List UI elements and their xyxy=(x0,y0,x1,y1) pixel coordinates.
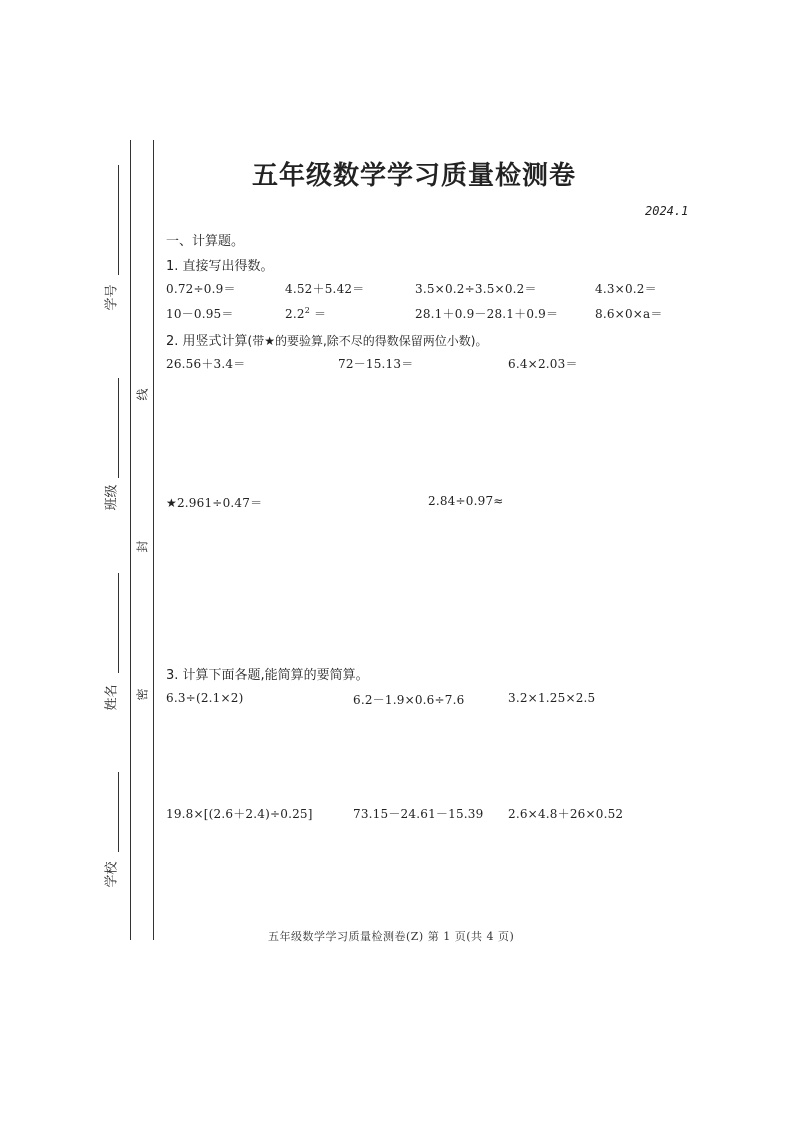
q1-item: 8.6×0×a＝ xyxy=(595,307,663,321)
school-blank xyxy=(118,772,119,852)
q3-item: 19.8×[(2.6＋2.4)÷0.25] xyxy=(166,807,313,821)
class-blank xyxy=(118,378,119,478)
q1-item-power: $2.2^2$ ＝ xyxy=(285,306,327,321)
power-base: 2.2 xyxy=(285,307,305,321)
q2-item: 26.56＋3.4＝ xyxy=(166,357,246,371)
q1-item: 4.52＋5.42＝ xyxy=(285,282,365,296)
seal-char-line: 线 xyxy=(135,388,150,401)
q3-heading: 3. 计算下面各题,能简算的要简算。 xyxy=(166,668,369,683)
q3-item: 3.2×1.25×2.5 xyxy=(508,691,596,705)
class-label: 班级 xyxy=(104,484,120,511)
q2-heading xyxy=(166,330,487,349)
q1-heading: 1. 直接写出得数。 xyxy=(166,259,274,274)
q1-item: 3.5×0.2÷3.5×0.2＝ xyxy=(415,282,537,296)
q3-item: 6.2－1.9×0.6÷7.6 xyxy=(353,693,465,707)
q1-item: 28.1＋0.9－28.1＋0.9＝ xyxy=(415,307,559,321)
q3-item: 2.6×4.8＋26×0.52 xyxy=(508,807,624,821)
binding-line-outer xyxy=(130,140,131,940)
name-label: 姓名 xyxy=(104,684,120,711)
binding-line-inner xyxy=(153,140,154,940)
q2-item: ★2.961÷0.47＝ xyxy=(166,496,263,510)
section-heading: 一、计算题。 xyxy=(166,234,245,249)
q1-item: 4.3×0.2＝ xyxy=(595,282,657,296)
q2-item: 72－15.13＝ xyxy=(338,357,414,371)
seal-char-secret: 密 xyxy=(135,688,150,701)
seal-char-seal: 封 xyxy=(135,540,150,553)
q1-item: 10－0.95＝ xyxy=(166,307,234,321)
exam-date: 2024.1 xyxy=(645,204,689,218)
q3-item: 73.15－24.61－15.39 xyxy=(353,807,484,821)
q3-item: 6.3÷(2.1×2) xyxy=(166,691,244,705)
school-label: 学校 xyxy=(104,861,120,888)
student-id-blank xyxy=(118,165,119,275)
q2-item: 6.4×2.03＝ xyxy=(508,357,578,371)
student-id-label: 学号 xyxy=(104,284,120,311)
q1-item: 0.72÷0.9＝ xyxy=(166,282,236,296)
q2-item: 2.84÷0.97≈ xyxy=(428,494,504,508)
page-footer: 五年级数学学习质量检测卷(Z) 第 1 页(共 4 页) xyxy=(268,930,515,943)
q2-note: (带★的要验算,除不尽的得数保留两位小数)。 xyxy=(247,334,488,348)
power-exponent: 2 xyxy=(304,306,310,315)
page-title: 五年级数学学习质量检测卷 xyxy=(252,161,577,191)
q2-heading-text: 2. 用竖式计算 xyxy=(166,334,248,349)
name-blank xyxy=(118,573,119,673)
